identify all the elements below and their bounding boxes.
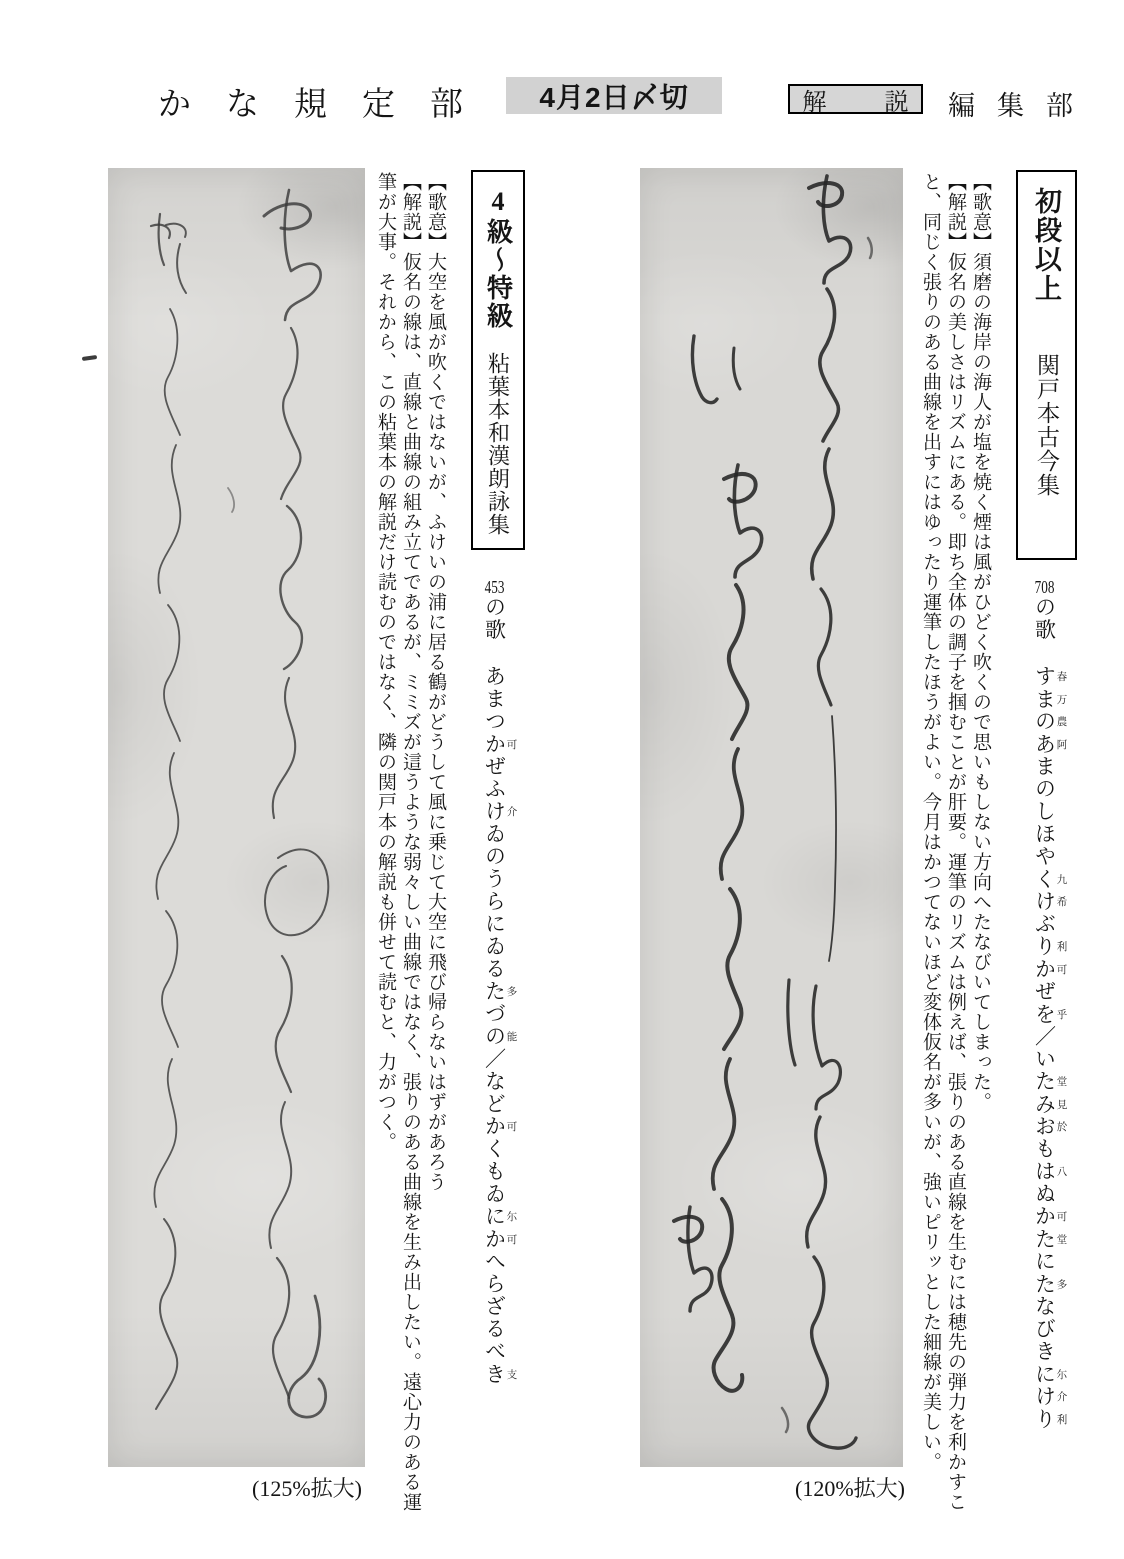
poem-text-sekido: す 春ま 万の 農あ 阿まのしほやく 九け 希ぶり 利か 可ぜを 乎／いた 堂み 見お 於もは 八ぬか 可た 堂にた 多なびきに 尓け 介り 利 bbox=[1032, 665, 1067, 1430]
deadline-badge: 4月2日〆切 bbox=[506, 77, 722, 114]
kaisetsu-text: 仮名の美しさはリズムにある。即ち全体の調子を掴むことが肝要。運筆のリズムは例えば、張りのある直線を生むには穂先の弾力を利かすこと、同じく張りのある曲線を出すにはゆったり運筆したほうがよい。今月はかつてないほど変体仮名が多いが、強いピリッとした細線が美しい。 bbox=[920, 172, 966, 1512]
poem-number-sekido: 708 bbox=[1034, 578, 1055, 596]
source-title-sekido: 関戸本古今集 bbox=[1034, 353, 1059, 497]
poem-suffix-roei: の歌 bbox=[482, 596, 507, 641]
poem-text-roei: あまつか 可ぜふけ 介ゐのうらにゐるた 多づの 能／などか 可くもゐに 尓か 可へらざるべき 支 bbox=[482, 665, 517, 1385]
stray-ink-mark bbox=[82, 355, 97, 361]
grade-label-sekido: 初段以上 bbox=[1031, 187, 1061, 303]
calligraphy-plate-roei bbox=[108, 168, 365, 1467]
kaii-text: 大空を風が吹くではないが、ふけいの浦に居る鶴がどうして風に乗じて大空に飛び帰らないはずがあろう bbox=[425, 252, 446, 1192]
commentary-roei bbox=[368, 172, 448, 1512]
kaii-paragraph-roei bbox=[423, 172, 448, 1512]
grade-box-sekido bbox=[1016, 170, 1077, 560]
calligraphy-image-roei bbox=[108, 168, 365, 1467]
kaisetsu-label: 【解説】 bbox=[400, 172, 421, 252]
kaii-label: 【歌意】 bbox=[425, 172, 446, 252]
poem-suffix-sekido: の歌 bbox=[1032, 596, 1057, 641]
kaisetsu-paragraph-roei bbox=[373, 172, 423, 1512]
page-title: かな規定部 bbox=[158, 87, 498, 123]
commentary-sekido bbox=[913, 172, 993, 1512]
poem-number-roei: 453 bbox=[484, 578, 505, 596]
source-title-roei: 粘葉本和漢朗詠集 bbox=[485, 352, 511, 536]
kaii-text: 須磨の海岸の海人が塩を焼く煙は風がひどく吹くので思いもしない方向へたなびいてしまった。 bbox=[970, 252, 991, 1112]
kaisetsu-paragraph-sekido bbox=[918, 172, 968, 1512]
editorial-credit: 編集部 bbox=[948, 91, 1095, 121]
kaii-paragraph-sekido bbox=[968, 172, 993, 1512]
kaisetsu-text: 仮名の線は、直線と曲線の組み立てであるが、ミミズが這うような弱々しい曲線ではなく、張りのある曲線を生み出したい。遠心力のある運筆が大事。それから、この粘葉本の解説だけ読むのではなく、隣の関戸本の解説も併せて読むと、力がつく。 bbox=[375, 172, 421, 1512]
kaii-label: 【歌意】 bbox=[970, 172, 991, 252]
grade-label-roei: 4級〜特級 bbox=[483, 187, 513, 330]
kaisetsu-header-box bbox=[788, 84, 967, 116]
kaisetsu-label: 【解説】 bbox=[945, 172, 966, 252]
grade-box-roei bbox=[471, 170, 525, 550]
kaisetsu-header-label: 解説 bbox=[802, 89, 967, 116]
calligraphy-plate-sekido bbox=[640, 168, 903, 1467]
caption-roei: (125%拡大) bbox=[252, 1476, 362, 1501]
poem-column-sekido bbox=[1028, 578, 1067, 1438]
caption-sekido: (120%拡大) bbox=[795, 1476, 905, 1501]
calligraphy-image-sekido bbox=[640, 168, 903, 1467]
poem-column-roei bbox=[478, 578, 517, 1398]
